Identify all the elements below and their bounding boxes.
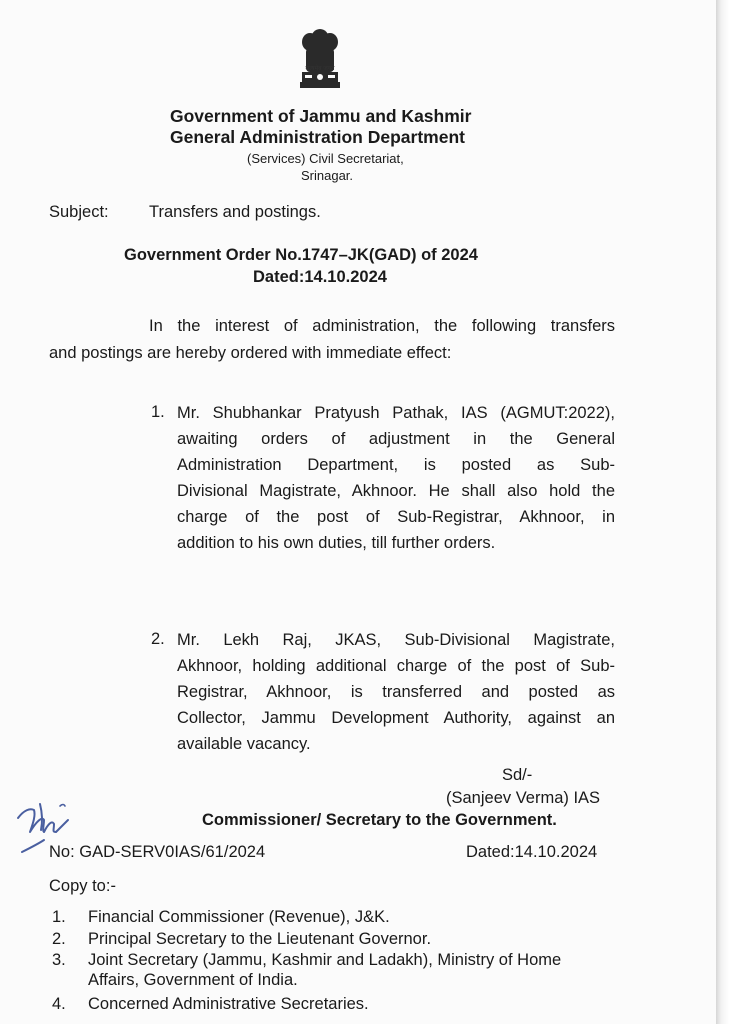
reference-number: No: GAD-SERV0IAS/61/2024 <box>49 843 266 861</box>
copy-item-4: Concerned Administrative Secretaries. <box>88 995 369 1013</box>
item-1-line: charge of the post of Sub-Registrar, Akhnoor, in <box>177 508 615 526</box>
copy-item-3 <box>88 951 561 990</box>
item-1-line: Mr. Shubhankar Pratyush Pathak, IAS (AGMUT:2022), <box>177 404 615 422</box>
emblem-caption: सत्यमेव जयते <box>305 66 335 72</box>
copy-item-1: Financial Commissioner (Revenue), J&K. <box>88 908 390 926</box>
subject-label: Subject: <box>49 203 109 221</box>
header-office: (Services) Civil Secretariat, <box>247 151 404 166</box>
signature-sd: Sd/- <box>502 766 533 784</box>
item-1-line: addition to his own duties, till further orders. <box>177 534 496 552</box>
order-date: Dated:14.10.2024 <box>253 268 387 286</box>
copy-item-4-number: 4. <box>52 995 66 1013</box>
header-government: Government of Jammu and Kashmir <box>170 106 472 126</box>
subject-text: Transfers and postings. <box>149 203 321 221</box>
reference-date: Dated:14.10.2024 <box>466 843 598 861</box>
item-2-line: Registrar, Akhnoor, is transferred and posted as <box>177 683 615 701</box>
order-item-2 <box>177 627 615 757</box>
copy-item-3-line: Affairs, Government of India. <box>88 971 298 989</box>
signature-title: Commissioner/ Secretary to the Government. <box>202 811 557 829</box>
item-1-line: Administration Department, is posted as Sub- <box>177 456 615 474</box>
page-edge <box>716 0 729 1024</box>
item-2-number: 2. <box>151 630 165 648</box>
item-1-number: 1. <box>151 403 165 421</box>
intro-line-1: In the interest of administration, the following transfers <box>149 317 615 335</box>
header-department: General Administration Department <box>170 127 465 147</box>
item-2-line: Collector, Jammu Development Authority, against an <box>177 709 615 727</box>
item-2-line: Akhnoor, holding additional charge of the post of Sub- <box>177 657 615 675</box>
item-2-line: Mr. Lekh Raj, JKAS, Sub-Divisional Magistrate, <box>177 631 615 649</box>
copy-item-2-number: 2. <box>52 930 66 948</box>
intro-line-2: and postings are hereby ordered with immediate effect: <box>49 344 452 362</box>
header-city: Srinagar. <box>301 168 354 183</box>
item-2-line: available vacancy. <box>177 735 311 753</box>
item-1-line: awaiting orders of adjustment in the General <box>177 430 615 448</box>
item-1-line: Divisional Magistrate, Akhnoor. He shall also hold the <box>177 482 615 500</box>
order-number: Government Order No.1747–JK(GAD) of 2024 <box>124 246 478 264</box>
signature-name: (Sanjeev Verma) IAS <box>446 789 601 807</box>
copy-to-label: Copy to:- <box>49 877 116 895</box>
order-item-1 <box>177 400 615 556</box>
copy-item-1-number: 1. <box>52 908 66 926</box>
copy-item-3-line: Joint Secretary (Jammu, Kashmir and Ladakh), Ministry of Home <box>88 951 562 969</box>
copy-item-2: Principal Secretary to the Lieutenant Governor. <box>88 930 432 948</box>
copy-item-3-number: 3. <box>52 951 66 969</box>
